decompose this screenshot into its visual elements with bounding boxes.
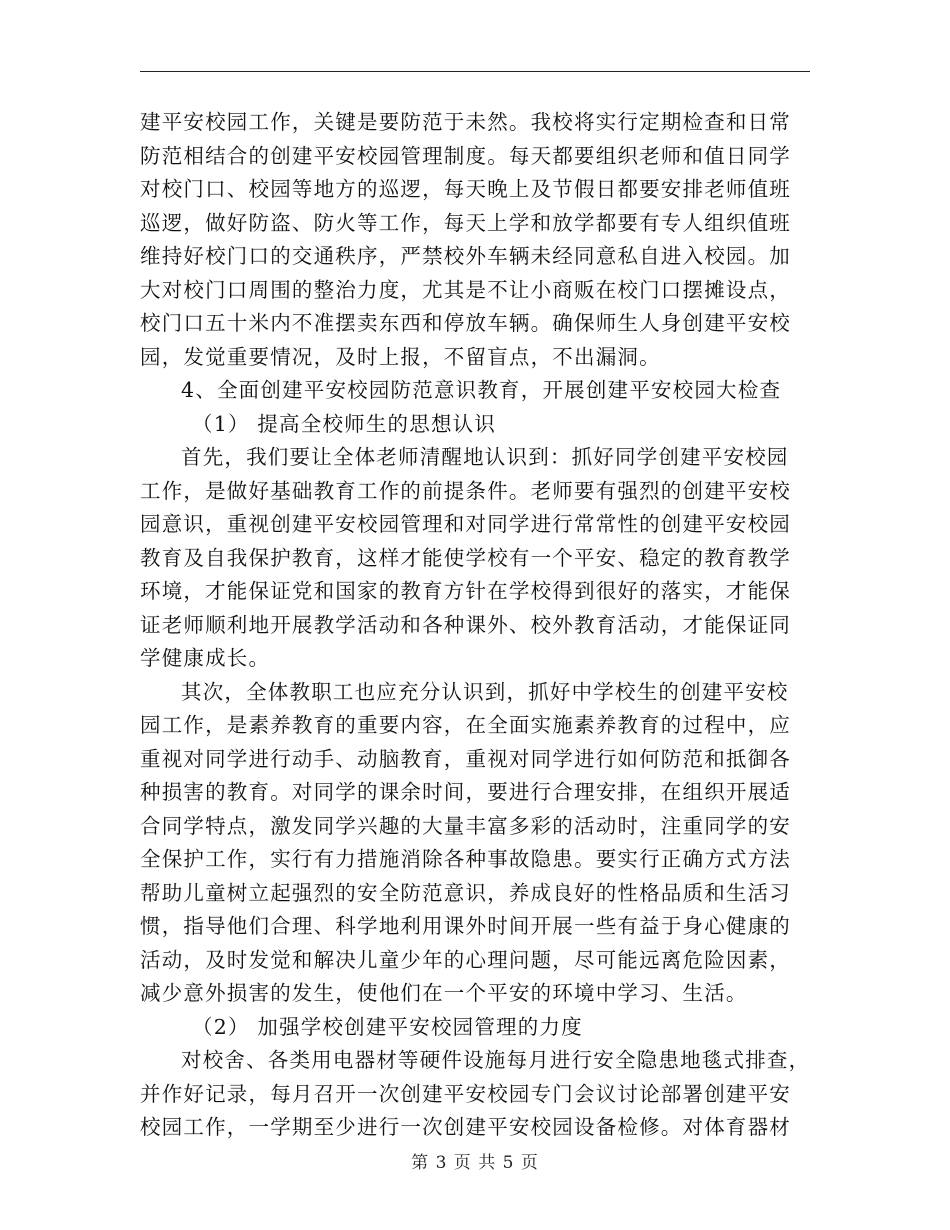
text-line: 种损害的教育。对同学的课余时间，要进行合理安排，在组织开展适: [140, 780, 791, 804]
header-rule: [140, 71, 810, 72]
text-line: 校门口五十米内不准摆卖东西和停放车辆。确保师生人身创建平安校: [140, 311, 791, 335]
text-line: 建平安校园工作，关键是要防范于未然。我校将实行定期检查和日常: [140, 110, 791, 134]
text-line: 园工作，是素养教育的重要内容，在全面实施素养教育的过程中，应: [140, 713, 791, 737]
text-line: 重视对同学进行动手、动脑教育，重视对同学进行如何防范和抵御各: [140, 746, 791, 771]
text-line: 合同学特点，激发同学兴趣的大量丰富多彩的活动时，注重同学的安: [140, 813, 791, 838]
paragraph-start-line: 其次，全体教职工也应充分认识到，抓好中学校生的创建平安校: [181, 679, 789, 704]
subsection-heading: （2） 加强学校创建平安校园管理的力度: [192, 1014, 583, 1039]
text-line: 惯，指导他们合理、科学地利用课外时间开展一些有益于身心健康的: [140, 914, 791, 938]
page-number-footer: 第 3 页 共 5 页: [411, 1153, 539, 1173]
text-line: 工作，是做好基础教育工作的前提条件。老师要有强烈的创建平安校: [140, 478, 791, 503]
paragraph-start-line: 首先，我们要让全体老师清醒地认识到：抓好同学创建平安校园: [181, 445, 789, 469]
text-line: 教育及自我保护教育，这样才能使学校有一个平安、稳定的教育教学: [140, 545, 791, 570]
text-line: 大对校门口周围的整治力度，尤其是不让小商贩在校门口摆摊设点，: [140, 277, 791, 302]
text-line: 园，发觉重要情况，及时上报，不留盲点，不出漏洞。: [140, 344, 661, 369]
text-line: 帮助儿童树立起强烈的安全防范意识，养成良好的性格品质和生活习: [140, 880, 791, 905]
text-line: 环境，才能保证党和国家的教育方针在学校得到很好的落实，才能保: [140, 579, 791, 603]
body-text: [140, 106, 820, 1145]
text-line: 并作好记录，每月召开一次创建平安校园专门会议讨论部署创建平安: [140, 1081, 791, 1106]
text-line: 巡逻，做好防盗、防火等工作，每天上学和放学都要有专人组织值班: [140, 210, 791, 235]
text-line: 园意识，重视创建平安校园管理和对同学进行常常性的创建平安校园: [140, 512, 791, 536]
text-line: 证老师顺利地开展教学活动和各种课外、校外教育活动，才能保证同: [140, 612, 791, 637]
text-line: 维持好校门口的交通秩序，严禁校外车辆未经同意私自进入校园。加: [140, 244, 791, 268]
text-line: 对校门口、校园等地方的巡逻，每天晚上及节假日都要安排老师值班: [140, 177, 791, 201]
subsection-heading: （1） 提高全校师生的思想认识: [192, 411, 497, 436]
section-heading: 4、全面创建平安校园防范意识教育，开展创建平安校园大检查: [181, 378, 782, 402]
text-line: 减少意外损害的发生，使他们在一个平安的环境中学习、生活。: [140, 981, 748, 1005]
text-line: 防范相结合的创建平安校园管理制度。每天都要组织老师和值日同学: [140, 143, 791, 168]
paragraph-start-line: 对校舍、各类用电器材等硬件设施每月进行安全隐患地毯式排查，: [181, 1048, 811, 1072]
text-line: 校园工作，一学期至少进行一次创建平安校园设备检修。对体育器材: [140, 1115, 791, 1139]
text-line: 活动，及时发觉和解决儿童少年的心理问题，尽可能远离危险因素，: [140, 947, 791, 972]
text-line: 学健康成长。: [140, 646, 271, 670]
text-line: 全保护工作，实行有力措施消除各种事故隐患。要实行正确方式方法: [140, 847, 791, 871]
